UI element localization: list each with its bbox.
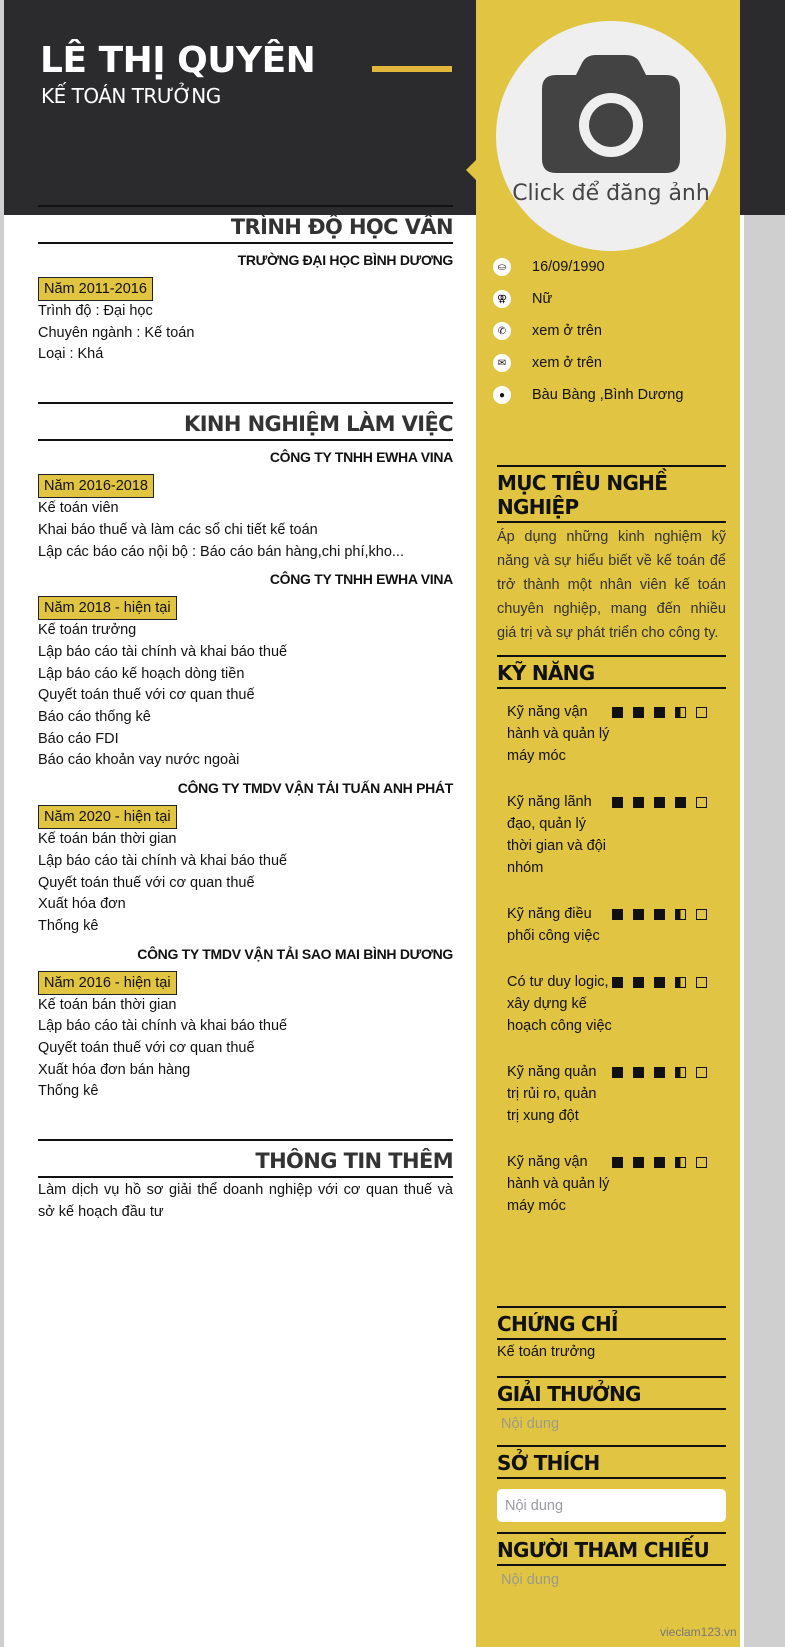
objective-section [497, 465, 726, 645]
job-entry [38, 780, 453, 938]
skill-row [507, 791, 726, 879]
skill-name[interactable]: Có tư duy logic, xây dựng kế hoạch công việc [507, 974, 612, 1034]
rating-square-icon[interactable] [675, 797, 686, 808]
skill-row [507, 1151, 726, 1217]
job-period[interactable]: Năm 2016 - hiện tại [38, 971, 177, 995]
skills-heading: KỸ NĂNG [497, 655, 726, 689]
skill-row [507, 701, 726, 767]
photo-upload[interactable] [496, 21, 726, 251]
skill-rating[interactable] [612, 707, 707, 767]
job-line[interactable]: Báo cáo FDI [38, 730, 119, 747]
job-line[interactable]: Quyết toán thuế với cơ quan thuế [38, 1040, 255, 1057]
awards-section [497, 1376, 726, 1438]
school-name[interactable]: TRƯỜNG ĐẠI HỌC BÌNH DƯƠNG [237, 252, 453, 268]
job-line[interactable]: Báo cáo khoản vay nước ngoài [38, 752, 240, 769]
job-line[interactable]: Khai báo thuế và làm các sổ chi tiết kế toán [38, 521, 318, 538]
phone-value[interactable]: xem ở trên [532, 323, 602, 339]
gender-row [493, 283, 733, 315]
rating-square-icon[interactable] [633, 977, 644, 988]
rating-square-icon[interactable] [612, 707, 623, 718]
rating-square-icon[interactable] [633, 1157, 644, 1168]
watermark: vieclam123.vn [660, 1625, 737, 1639]
job-line[interactable]: Xuất hóa đơn [38, 896, 126, 913]
rating-square-icon[interactable] [675, 909, 686, 920]
skill-rating[interactable] [612, 977, 707, 1037]
job-line[interactable]: Lập báo cáo tài chính và khai báo thuế [38, 852, 288, 869]
rating-square-icon[interactable] [654, 707, 665, 718]
rating-square-icon[interactable] [612, 977, 623, 988]
gender-value[interactable]: Nữ [532, 291, 553, 307]
skill-rating[interactable] [612, 1067, 707, 1127]
education-period[interactable]: Năm 2011-2016 [38, 277, 153, 301]
rating-square-icon[interactable] [696, 977, 707, 988]
address-row [493, 379, 733, 411]
certificate-item[interactable]: Kế toán trưởng [497, 1344, 596, 1360]
references-placeholder[interactable]: Nội dung [501, 1572, 560, 1588]
rating-square-icon[interactable] [696, 909, 707, 920]
rating-square-icon[interactable] [612, 1157, 623, 1168]
awards-placeholder[interactable]: Nội dung [501, 1416, 560, 1432]
skill-rating[interactable] [612, 909, 707, 947]
extra-info-text[interactable]: Làm dịch vụ hồ sơ giải thể doanh nghiệp với cơ quan thuế và sở kế hoạch đầu tư [38, 1182, 453, 1220]
email-row [493, 347, 733, 379]
certificates-heading: CHỨNG CHỈ [497, 1306, 726, 1340]
header-right-band [740, 0, 785, 215]
rating-square-icon[interactable] [654, 1157, 665, 1168]
birthday-value[interactable]: 16/09/1990 [532, 259, 605, 275]
job-title[interactable]: KẾ TOÁN TRƯỞNG [41, 84, 221, 108]
rating-square-icon[interactable] [633, 1067, 644, 1078]
job-entry [38, 449, 453, 563]
camera-icon [542, 55, 680, 173]
rating-square-icon[interactable] [696, 797, 707, 808]
rating-square-icon[interactable] [633, 797, 644, 808]
awards-heading: GIẢI THƯỞNG [497, 1376, 726, 1410]
personal-info [493, 251, 733, 411]
rating-square-icon[interactable] [654, 909, 665, 920]
job-period[interactable]: Năm 2016-2018 [38, 474, 154, 498]
job-line[interactable]: Lập các báo cáo nội bộ : Báo cáo bán hàng,chi phí,kho... [38, 543, 404, 560]
company-name[interactable]: CÔNG TY TMDV VẬN TẢI TUẤN ANH PHÁT [177, 780, 453, 797]
rating-square-icon[interactable] [675, 1067, 686, 1078]
job-line[interactable]: Báo cáo thống kê [38, 709, 151, 726]
candidate-name[interactable]: LÊ THỊ QUYÊN [40, 40, 316, 81]
rating-square-icon[interactable] [612, 909, 623, 920]
experience-heading: KINH NGHIỆM LÀM VIỆC [38, 402, 453, 441]
job-period[interactable]: Năm 2020 - hiện tại [38, 805, 177, 829]
skill-name[interactable]: Kỹ năng lãnh đạo, quản lý thời gian và đội nhóm [507, 794, 606, 876]
job-line[interactable]: Xuất hóa đơn bán hàng [38, 1061, 191, 1078]
hobbies-heading: SỞ THÍCH [497, 1445, 726, 1479]
cake-icon: ⛀ [493, 258, 511, 276]
birthday-row [493, 251, 733, 283]
rating-square-icon[interactable] [654, 977, 665, 988]
skill-row [507, 1061, 726, 1127]
job-line[interactable]: Quyết toán thuế với cơ quan thuế [38, 687, 255, 704]
job-line[interactable]: Quyết toán thuế với cơ quan thuế [38, 874, 255, 891]
skill-name[interactable]: Kỹ năng điều phối công việc [507, 906, 600, 944]
references-section [497, 1532, 726, 1594]
company-name[interactable]: CÔNG TY TNHH EWHA VINA [269, 571, 453, 588]
rating-square-icon[interactable] [633, 707, 644, 718]
job-entry [38, 571, 453, 772]
education-heading: TRÌNH ĐỘ HỌC VẤN [38, 205, 453, 244]
sidebar-notch [466, 160, 476, 180]
skill-rating[interactable] [612, 797, 707, 879]
rating-square-icon[interactable] [696, 1157, 707, 1168]
gender-icon: ⚢ [493, 290, 511, 308]
objective-text[interactable]: Áp dụng những kinh nghiệm kỹ năng và sự hiểu biết về kế toán để trở thành một nhân viên kế toán chuyên nghiệp, mang đến nhiều giá trị và sự phát triển cho công ty. [497, 529, 726, 641]
job-line[interactable]: Thống kê [38, 917, 99, 934]
rating-square-icon[interactable] [675, 1157, 686, 1168]
hobbies-input[interactable] [497, 1489, 726, 1522]
phone-icon: ✆ [493, 322, 511, 340]
job-line[interactable]: Lập báo cáo kế hoạch dòng tiền [38, 665, 245, 682]
photo-upload-label: Click để đăng ảnh [512, 181, 710, 206]
job-line[interactable]: Thống kê [38, 1083, 99, 1100]
main-column [38, 205, 453, 1224]
rating-square-icon[interactable] [675, 707, 686, 718]
skill-row [507, 971, 726, 1037]
mail-icon: ✉ [493, 354, 511, 372]
company-name[interactable]: CÔNG TY TMDV VẬN TẢI SAO MAI BÌNH DƯƠNG [137, 945, 453, 962]
rating-square-icon[interactable] [696, 1067, 707, 1078]
skill-name[interactable]: Kỹ năng quản trị rủi ro, quản trị xung đột [507, 1064, 597, 1124]
hobbies-section [497, 1445, 726, 1522]
rating-square-icon[interactable] [654, 1067, 665, 1078]
skill-name[interactable]: Kỹ năng vận hành và quản lý máy móc [507, 1154, 610, 1214]
education-line[interactable]: Chuyên ngành : Kế toán [38, 324, 195, 341]
rating-square-icon[interactable] [612, 797, 623, 808]
job-line[interactable]: Kế toán trưởng [38, 622, 137, 639]
phone-row [493, 315, 733, 347]
job-line[interactable]: Lập báo cáo tài chính và khai báo thuế [38, 643, 288, 660]
references-heading: NGƯỜI THAM CHIẾU [497, 1532, 726, 1566]
rating-square-icon[interactable] [633, 909, 644, 920]
rating-square-icon[interactable] [675, 977, 686, 988]
job-line[interactable]: Kế toán bán thời gian [38, 831, 177, 848]
skill-rating[interactable] [612, 1157, 707, 1217]
objective-heading: MỤC TIÊU NGHỀ NGHIỆP [497, 465, 726, 523]
location-icon: ● [493, 386, 511, 404]
job-line[interactable]: Kế toán bán thời gian [38, 996, 177, 1013]
rating-square-icon[interactable] [612, 1067, 623, 1078]
job-line[interactable]: Lập báo cáo tài chính và khai báo thuế [38, 1018, 288, 1035]
accent-bar [372, 66, 452, 72]
certificates-section [497, 1306, 726, 1364]
email-value[interactable]: xem ở trên [532, 355, 602, 371]
rating-square-icon[interactable] [696, 707, 707, 718]
skill-row [507, 903, 726, 947]
job-entry [38, 946, 453, 1104]
job-period[interactable]: Năm 2018 - hiện tại [38, 596, 177, 620]
skills-section [497, 655, 726, 1241]
education-line[interactable]: Trình độ : Đại học [38, 303, 153, 319]
rating-square-icon[interactable] [654, 797, 665, 808]
address-value[interactable]: Bàu Bàng ,Bình Dương [532, 387, 684, 403]
extra-info-heading: THÔNG TIN THÊM [38, 1139, 453, 1178]
education-line[interactable]: Loại : Khá [38, 346, 104, 363]
skill-name[interactable]: Kỹ năng vận hành và quản lý máy móc [507, 704, 610, 764]
company-name[interactable]: CÔNG TY TNHH EWHA VINA [269, 449, 453, 466]
job-line[interactable]: Kế toán viên [38, 500, 119, 517]
